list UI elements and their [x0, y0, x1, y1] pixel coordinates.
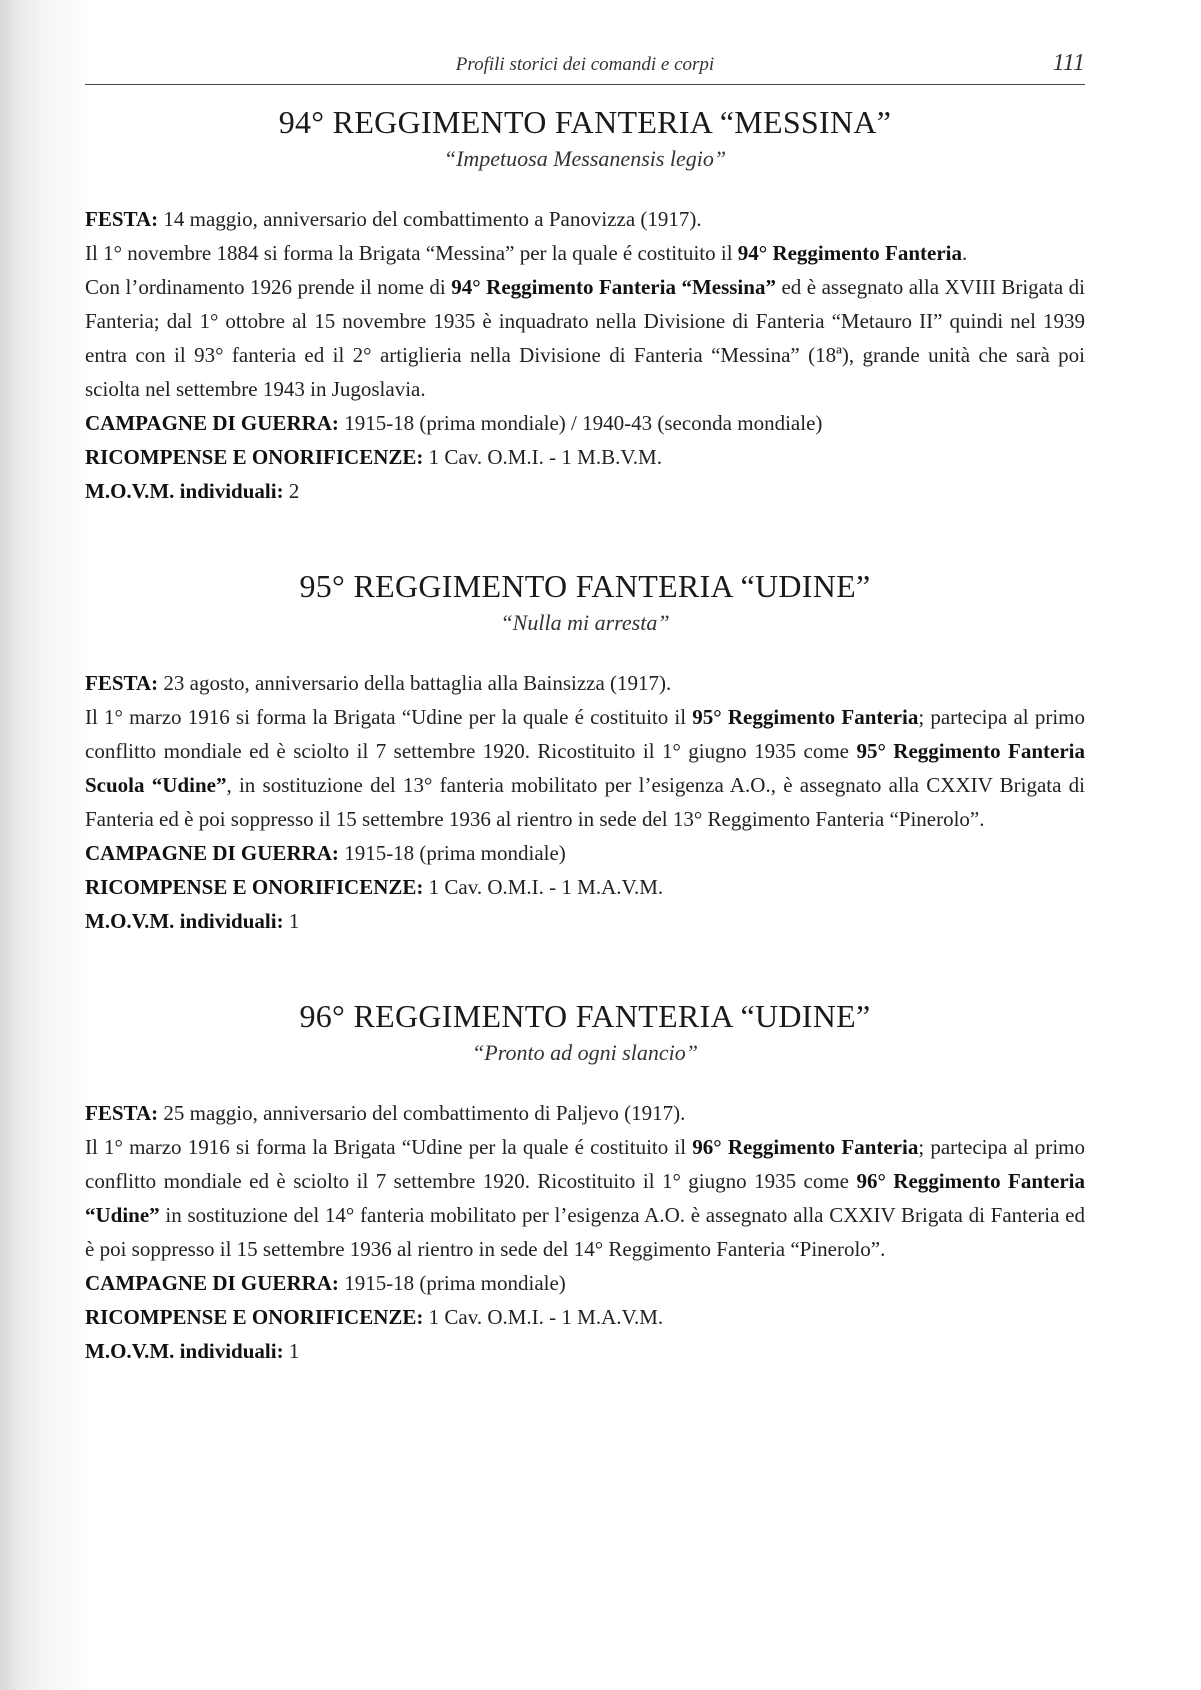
festa-text: 14 maggio, anniversario del combattimento a Panovizza (1917). — [158, 207, 702, 231]
ricompense-line — [85, 870, 1085, 904]
campagne-line — [85, 406, 1085, 440]
page-header — [85, 46, 1085, 86]
history-text: ; partecipa al primo conflitto mondiale ed è sciolto il 7 settembre 1920. Ricostituito il 1° giugno 1935 come — [85, 705, 1085, 763]
campagne-line — [85, 836, 1085, 870]
history-paragraph — [85, 700, 1085, 836]
festa-line — [85, 666, 1085, 700]
festa-label: FESTA: — [85, 1101, 159, 1125]
campagne-line — [85, 1266, 1085, 1300]
festa-label: FESTA: — [85, 671, 159, 695]
campagne-text: 1915-18 (prima mondiale) — [338, 1271, 566, 1295]
history-text: ed è assegnato alla XVIII Brigata di Fanteria; dal 1° ottobre al 15 novembre 1935 è inquadrato nella Divisione di Fanteria “Metauro II” quindi nel 1939 entra con il 93° fanteria ed il 2° artiglieria nella Divisione di Fanteria “Messina” (18ª), grande unità che sarà poi sciolta nel settembre 1943 in Jugoslavia. — [85, 275, 1085, 401]
history-paragraph — [85, 1130, 1085, 1266]
page-content — [85, 100, 1085, 1368]
section-94-messina — [85, 100, 1085, 508]
festa-line — [85, 1096, 1085, 1130]
ricompense-text: 1 Cav. O.M.I. - 1 M.A.V.M. — [423, 1305, 664, 1329]
history-paragraph — [85, 236, 1085, 270]
section-title: 95° REGGIMENTO FANTERIA “UDINE” — [299, 568, 871, 604]
regiment-name: 95° Reggimento Fanteria — [692, 705, 919, 729]
movm-text: 1 — [283, 1339, 300, 1363]
running-title: Profili storici dei comandi e corpi — [455, 54, 715, 75]
ricompense-line — [85, 1300, 1085, 1334]
ricompense-line — [85, 440, 1085, 474]
ricompense-label: RICOMPENSE E ONORIFICENZE: — [85, 445, 424, 469]
history-text: in sostituzione del 14° fanteria mobilitato per l’esigenza A.O. è assegnato alla CXXIV Brigata di Fanteria ed è poi soppresso il 15 settembre 1936 al rientro in sede del 14° Reggimento Fanteria “Pinerolo”. — [85, 1203, 1085, 1261]
history-text: Il 1° novembre 1884 si forma la Brigata “Messina” per la quale é costituito il — [85, 241, 738, 265]
movm-label: M.O.V.M. individuali: — [85, 1339, 284, 1363]
movm-text: 1 — [283, 909, 300, 933]
regiment-name: 94° Reggimento Fanteria — [737, 241, 962, 265]
campagne-label: CAMPAGNE DI GUERRA: — [85, 1271, 339, 1295]
movm-text: 2 — [283, 479, 300, 503]
regiment-name: 96° Reggimento Fanteria — [692, 1135, 919, 1159]
section-motto: “Impetuosa Messanensis legio” — [443, 146, 727, 171]
movm-label: M.O.V.M. individuali: — [85, 479, 284, 503]
regiment-name: 95° Reggimento Fanteria Scuola “Udine” — [85, 739, 1085, 797]
section-motto: “Nulla mi arresta” — [500, 610, 670, 635]
ricompense-text: 1 Cav. O.M.I. - 1 M.B.V.M. — [423, 445, 662, 469]
history-text: ; partecipa al primo conflitto mondiale ed è sciolto il 7 settembre 1920. Ricostituito il 1° giugno 1935 come — [85, 1135, 1085, 1193]
movm-line — [85, 1334, 1085, 1368]
regiment-name: 94° Reggimento Fanteria “Messina” — [451, 275, 776, 299]
campagne-text: 1915-18 (prima mondiale) / 1940-43 (seconda mondiale) — [338, 411, 823, 435]
campagne-text: 1915-18 (prima mondiale) — [338, 841, 566, 865]
movm-line — [85, 904, 1085, 938]
festa-text: 25 maggio, anniversario del combattimento di Paljevo (1917). — [158, 1101, 686, 1125]
section-motto: “Pronto ad ogni slancio” — [472, 1040, 698, 1065]
regiment-name: 96° Reggimento Fanteria “Udine” — [85, 1169, 1085, 1227]
ricompense-label: RICOMPENSE E ONORIFICENZE: — [85, 875, 424, 899]
festa-line — [85, 202, 1085, 236]
campagne-label: CAMPAGNE DI GUERRA: — [85, 841, 339, 865]
section-title: 94° REGGIMENTO FANTERIA “MESSINA” — [278, 104, 892, 140]
history-text: Il 1° marzo 1916 si forma la Brigata “Udine per la quale é costituito il — [85, 705, 693, 729]
page-number: 111 — [1052, 50, 1085, 76]
ricompense-text: 1 Cav. O.M.I. - 1 M.A.V.M. — [423, 875, 664, 899]
festa-text: 23 agosto, anniversario della battaglia alla Bainsizza (1917). — [158, 671, 672, 695]
header-rule — [85, 84, 1085, 85]
history-text: , in sostituzione del 13° fanteria mobilitato per l’esigenza A.O., è assegnato alla CXXIV Brigata di Fanteria ed è poi soppresso il 15 settembre 1936 al rientro in sede del 13° Reggimento Fanteria “Pinerolo”. — [85, 773, 1085, 831]
history-text: . — [961, 241, 968, 265]
history-text: Con l’ordinamento 1926 prende il nome di — [85, 275, 452, 299]
section-95-udine — [85, 564, 1085, 938]
festa-label: FESTA: — [85, 207, 159, 231]
section-title: 96° REGGIMENTO FANTERIA “UDINE” — [299, 998, 871, 1034]
section-96-udine — [85, 994, 1085, 1368]
movm-label: M.O.V.M. individuali: — [85, 909, 284, 933]
ricompense-label: RICOMPENSE E ONORIFICENZE: — [85, 1305, 424, 1329]
movm-line — [85, 474, 1085, 508]
history-text: Il 1° marzo 1916 si forma la Brigata “Udine per la quale é costituito il — [85, 1135, 693, 1159]
campagne-label: CAMPAGNE DI GUERRA: — [85, 411, 339, 435]
history-paragraph — [85, 270, 1085, 406]
